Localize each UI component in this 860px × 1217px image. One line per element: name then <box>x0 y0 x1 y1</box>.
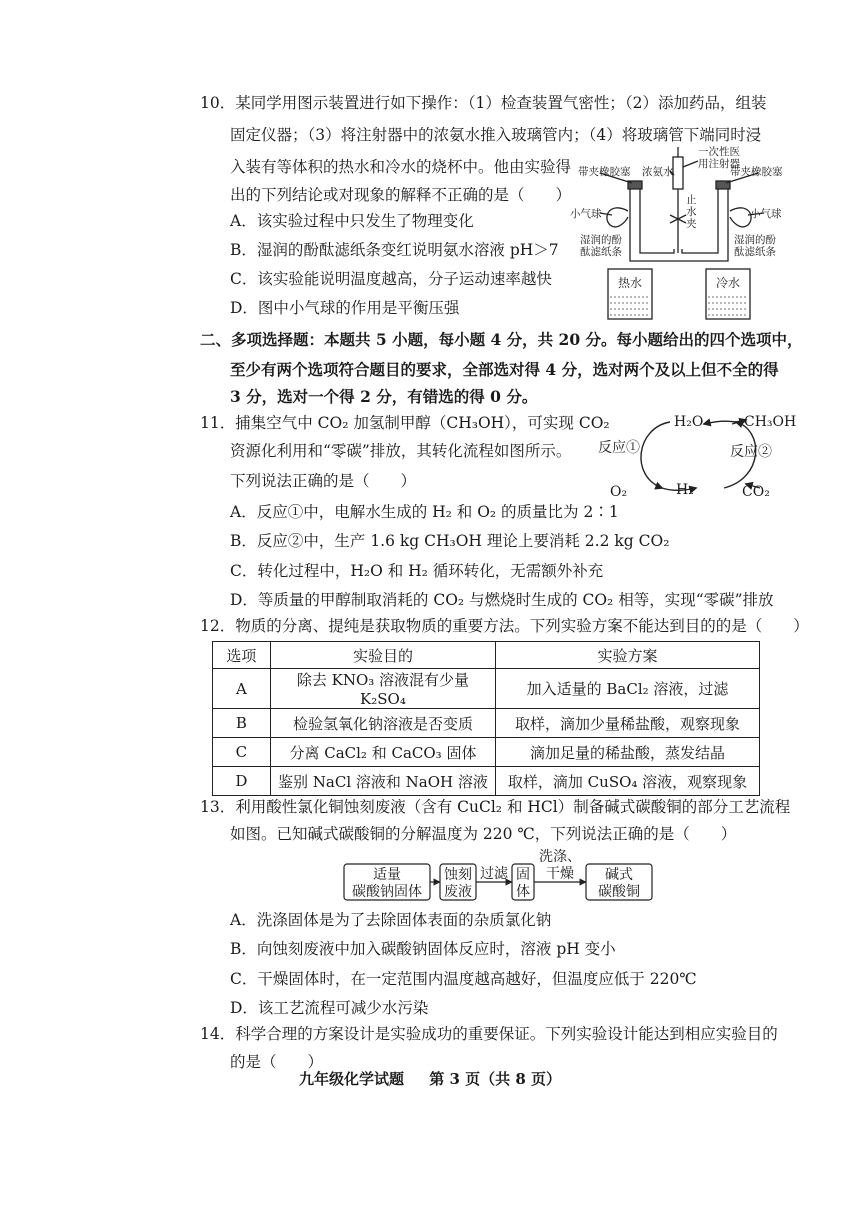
table-header-cell: 选项 <box>213 642 271 669</box>
table-header-cell: 实验方案 <box>496 642 760 669</box>
table-cell: 除去 KNO₃ 溶液混有少量 K₂SO₄ <box>270 669 495 709</box>
q11-line1: 11．捕集空气中 CO₂ 加氢制甲醇（CH₃OH），可实现 CO₂ <box>200 414 610 432</box>
syringe-label-2: 用注射器 <box>698 158 740 170</box>
section2-line3: 3 分，选对一个得 2 分，有错选的得 0 分。 <box>230 387 538 406</box>
q10-option-c: C．该实验能说明温度越高，分子运动速率越快 <box>230 270 552 288</box>
left-balloon-label: 小气球 <box>570 208 602 220</box>
right-paper-label-2: 酞滤纸条 <box>734 246 776 258</box>
q13-option-c: C．干燥固体时，在一定范围内温度越高越好，但温度应低于 220℃ <box>230 970 697 988</box>
q11-line2: 资源化利用和“零碳”排放，其转化流程如图所示。 <box>230 442 572 460</box>
table-cell: D <box>213 767 271 796</box>
o2-label: O₂ <box>610 484 628 500</box>
table-cell: A <box>213 669 271 709</box>
left-paper-label-2: 酞滤纸条 <box>580 246 622 258</box>
flow-box2-line1: 蚀刻 <box>444 867 472 883</box>
q13-line1: 13．利用酸性氯化铜蚀刻废液（含有 CuCl₂ 和 HCl）制备碱式碳酸铜的部分工艺流程 <box>200 798 791 816</box>
q10-line2: 固定仪器；（3）将注射器中的浓氨水推入玻璃管内；（4）将玻璃管下端同时浸 <box>230 126 762 144</box>
hot-water-label: 热水 <box>618 276 643 290</box>
q13-option-b: B．向蚀刻废液中加入碳酸钠固体反应时，溶液 pH 变小 <box>230 940 616 958</box>
q10-line1: 10．某同学用图示装置进行如下操作：（1）检查装置气密性；（2）添加药品，组装 <box>200 94 767 112</box>
left-paper-label-1: 湿润的酚 <box>580 234 622 246</box>
q11-option-a: A．反应①中，电解水生成的 H₂ 和 O₂ 的质量比为 2∶1 <box>230 503 619 521</box>
q13-option-d: D．该工艺流程可减少水污染 <box>230 999 429 1017</box>
flow-wash-line2: 干燥 <box>546 866 574 882</box>
syringe-label-1: 一次性医 <box>698 146 740 158</box>
footer-subject: 九年级化学试题 <box>298 1070 404 1088</box>
flow-filter-label: 过滤 <box>480 866 508 882</box>
table-row <box>213 767 760 796</box>
table-header-cell: 实验目的 <box>270 642 495 669</box>
h2-label: H₂ <box>676 482 694 498</box>
section2-line2: 至少有两个选项符合题目的要求，全部选对得 4 分，选对两个及以上但不全的得 <box>230 360 779 379</box>
flow-box1-line1: 适量 <box>373 867 401 883</box>
q14-line2: 的是（ ） <box>230 1053 324 1071</box>
table-header-row <box>213 642 760 669</box>
table-cell: 检验氢氧化钠溶液是否变质 <box>270 709 495 738</box>
q10-line3: 入装有等体积的热水和冷水的烧杯中。他由实验得 <box>230 158 572 176</box>
ammonia-label: 浓氨水 <box>642 166 674 178</box>
q10-option-d: D．图中小气球的作用是平衡压强 <box>230 299 460 317</box>
table-row <box>213 669 760 709</box>
q11-option-c: C．转化过程中，H₂O 和 H₂ 循环转化，无需额外补充 <box>230 562 604 580</box>
table-cell: 分离 CaCl₂ 和 CaCO₃ 固体 <box>270 738 495 767</box>
reaction2-label: 反应② <box>730 444 772 460</box>
q11-cycle-figure <box>596 410 796 500</box>
q11-line3: 下列说法正确的是（ ） <box>230 472 417 490</box>
table-cell: B <box>213 709 271 738</box>
right-balloon-label: 小气球 <box>750 208 782 220</box>
q13-option-a: A．洗涤固体是为了去除固体表面的杂质氯化钠 <box>230 911 552 929</box>
q10-option-a: A．该实验过程中只发生了物理变化 <box>230 212 474 230</box>
right-paper-label-1: 湿润的酚 <box>734 234 776 246</box>
q10-apparatus-figure <box>570 145 790 323</box>
table-cell: 滴加足量的稀盐酸，蒸发结晶 <box>496 738 760 767</box>
q14-line1: 14．科学合理的方案设计是实验成功的重要保证。下列实验设计能达到相应实验目的 <box>200 1025 778 1043</box>
reaction1-label: 反应① <box>598 440 640 456</box>
cold-water-label: 冷水 <box>716 276 741 290</box>
q13-line2: 如图。已知碱式碳酸铜的分解温度为 220 ℃，下列说法正确的是（ ） <box>230 825 737 843</box>
q13-flow-diagram <box>340 848 670 904</box>
q11-option-b: B．反应②中，生产 1.6 kg CH₃OH 理论上要消耗 2.2 kg CO₂ <box>230 532 670 550</box>
flow-box3-line2: 体 <box>516 884 530 900</box>
table-cell: 取样，滴加少量稀盐酸，观察现象 <box>496 709 760 738</box>
flow-box4-line1: 碱式 <box>605 867 633 883</box>
table-cell: 取样，滴加 CuSO₄ 溶液，观察现象 <box>496 767 760 796</box>
left-stopper-label: 带夹橡胶塞 <box>578 166 631 178</box>
clamp-label-2: 水 <box>686 206 697 218</box>
q12-table <box>212 641 760 796</box>
q10-line4: 出的下列结论或对现象的解释不正确的是（ ） <box>230 186 572 204</box>
page-footer <box>0 1068 860 1089</box>
q10-option-b: B．湿润的酚酞滤纸条变红说明氨水溶液 pH＞7 <box>230 241 559 259</box>
table-row <box>213 738 760 767</box>
ch3oh-label: CH₃OH <box>744 414 796 430</box>
section2-line1: 二、多项选择题：本题共 5 小题，每小题 4 分，共 20 分。每小题给出的四个选项中， <box>200 330 803 349</box>
q11-option-d: D．等质量的甲醇制取消耗的 CO₂ 与燃烧时生成的 CO₂ 相等，实现“零碳”排放 <box>230 591 774 609</box>
footer-page-number: 第 3 页（共 8 页） <box>429 1070 561 1088</box>
q12-line1: 12．物质的分离、提纯是获取物质的重要方法。下列实验方案不能达到目的的是（ ） <box>200 617 809 635</box>
clamp-label-3: 夹 <box>686 218 697 230</box>
table-row <box>213 709 760 738</box>
flow-box2-line2: 废液 <box>444 884 472 900</box>
table-cell: 鉴别 NaCl 溶液和 NaOH 溶液 <box>270 767 495 796</box>
h2o-label: H₂O <box>674 414 704 430</box>
flow-box1-line2: 碳酸钠固体 <box>352 884 422 900</box>
right-stopper-label: 带夹橡胶塞 <box>730 166 783 178</box>
flow-box4-line2: 碳酸铜 <box>598 884 640 900</box>
table-cell: 加入适量的 BaCl₂ 溶液，过滤 <box>496 669 760 709</box>
flow-box3-line1: 固 <box>516 867 530 883</box>
table-cell: C <box>213 738 271 767</box>
flow-wash-line1: 洗涤、 <box>539 849 581 865</box>
co2-label: CO₂ <box>742 484 770 500</box>
clamp-label-1: 止 <box>686 194 697 206</box>
